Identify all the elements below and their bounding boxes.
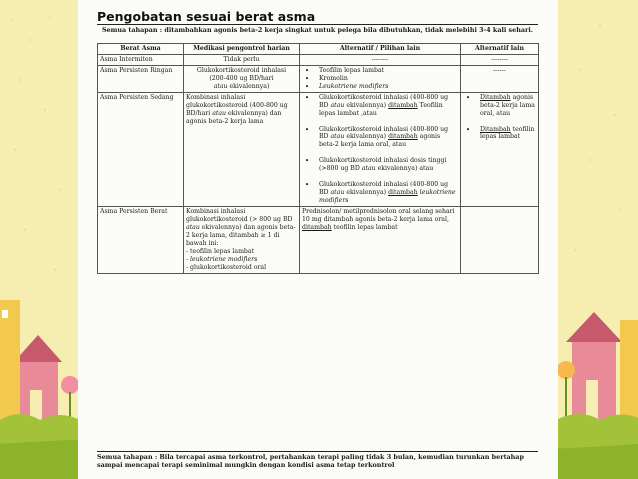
- list-item: • Glukokortikosteroid inhalasi (400-800 ug BD atau ekivalennya) ditambah Teofilin lepas lambat ,atau: [302, 94, 458, 118]
- bottom-rule: [97, 451, 538, 452]
- list-item: • Ditambah teofilin lepas lambat: [463, 126, 536, 142]
- header-berat-asma: Berat Asma: [98, 44, 184, 55]
- table-header-row: [98, 44, 539, 55]
- table-row: [98, 92, 539, 206]
- table-row: [98, 65, 539, 92]
- cell-berat: Asma Persisten Berat: [98, 207, 184, 274]
- table-row: [98, 207, 539, 274]
- cell-alt2: ------: [461, 65, 539, 92]
- cell-medikasi: Tidak perlu: [184, 54, 300, 65]
- table-row: [98, 54, 539, 65]
- list-item: • Glukokortikosteroid inhalasi dosis tinggi (>800 ug BD atau ekivalennya) atau: [302, 157, 458, 173]
- cell-alt1: Prednisolon/ metilprednisolon oral selang sehari 10 mg ditambah agonis beta-2 kerja lama oral, ditambah teofilin lepas lambat: [300, 207, 461, 274]
- cell-alt1: [300, 65, 461, 92]
- header-alternatif-lain: Alternatif lain: [461, 44, 539, 55]
- list-item: • Ditambah agonis beta-2 kerja lama oral, atau: [463, 94, 536, 118]
- bottom-note: Semua tahapan : Bila tercapai asma terkontrol, pertahankan terapi paling tidak 3 bulan, kemudian turunkan bertahap sampai mencapai terapi seminimal mungkin dengan kondisi asma tetap terkontrol: [97, 453, 524, 470]
- cell-berat: Asma Persisten Ringan: [98, 65, 184, 92]
- cell-alt1: --------: [300, 54, 461, 65]
- cell-berat: Asma Persisten Sedang: [98, 92, 184, 206]
- header-medikasi: Medikasi pengontrol harian: [184, 44, 300, 55]
- list-item: • Leukotriene modifiers: [302, 83, 458, 91]
- list-item: • Glukokortikosteroid inhalasi (400-800 ug BD atau ekivalennya) ditambah leukotriene modifiers: [302, 181, 458, 205]
- cell-alt2: [461, 92, 539, 206]
- cell-berat: Asma Intermiten: [98, 54, 184, 65]
- page-title: Pengobatan sesuai berat asma: [97, 9, 316, 24]
- cell-medikasi: Glukokortikosteroid inhalasi (200-400 ug BD/hari atau ekivalennya): [184, 65, 300, 92]
- treatment-table: [97, 43, 539, 274]
- list-item: • Kromolin: [302, 75, 458, 83]
- top-note: Semua tahapan : ditambahkan agonis beta-2 kerja singkat untuk pelega bila dibutuhkan, tidak melebihi 3-4 kali sehari.: [101, 26, 534, 34]
- top-rule: [97, 24, 538, 25]
- cell-alt2: [461, 207, 539, 274]
- cell-alt1: [300, 92, 461, 206]
- cell-alt2: --------: [461, 54, 539, 65]
- cell-medikasi: Kombinasi inhalasi glukokortikosteroid (400-800 ug BD/hari atau ekivalennya) dan agonis beta-2 kerja lama: [184, 92, 300, 206]
- list-item: • Teofilin lepas lambat: [302, 67, 458, 75]
- list-item: • Glukokortikosteroid inhalasi (400-800 ug BD atau ekivalennya) ditambah agonis beta-2 kerja lama oral, atau: [302, 126, 458, 150]
- cell-medikasi: Kombinasi inhalasi glukokortikosteroid (> 800 ug BD atau ekivalennya) dan agonis beta-2 kerja lama, ditambah ≥ 1 di bawah ini: - teofilin lepas lambat - leukotriene modifiers - glukokortikosteroid oral: [184, 207, 300, 274]
- header-alternatif-pilihan: Alternatif / Pilihan lain: [300, 44, 461, 55]
